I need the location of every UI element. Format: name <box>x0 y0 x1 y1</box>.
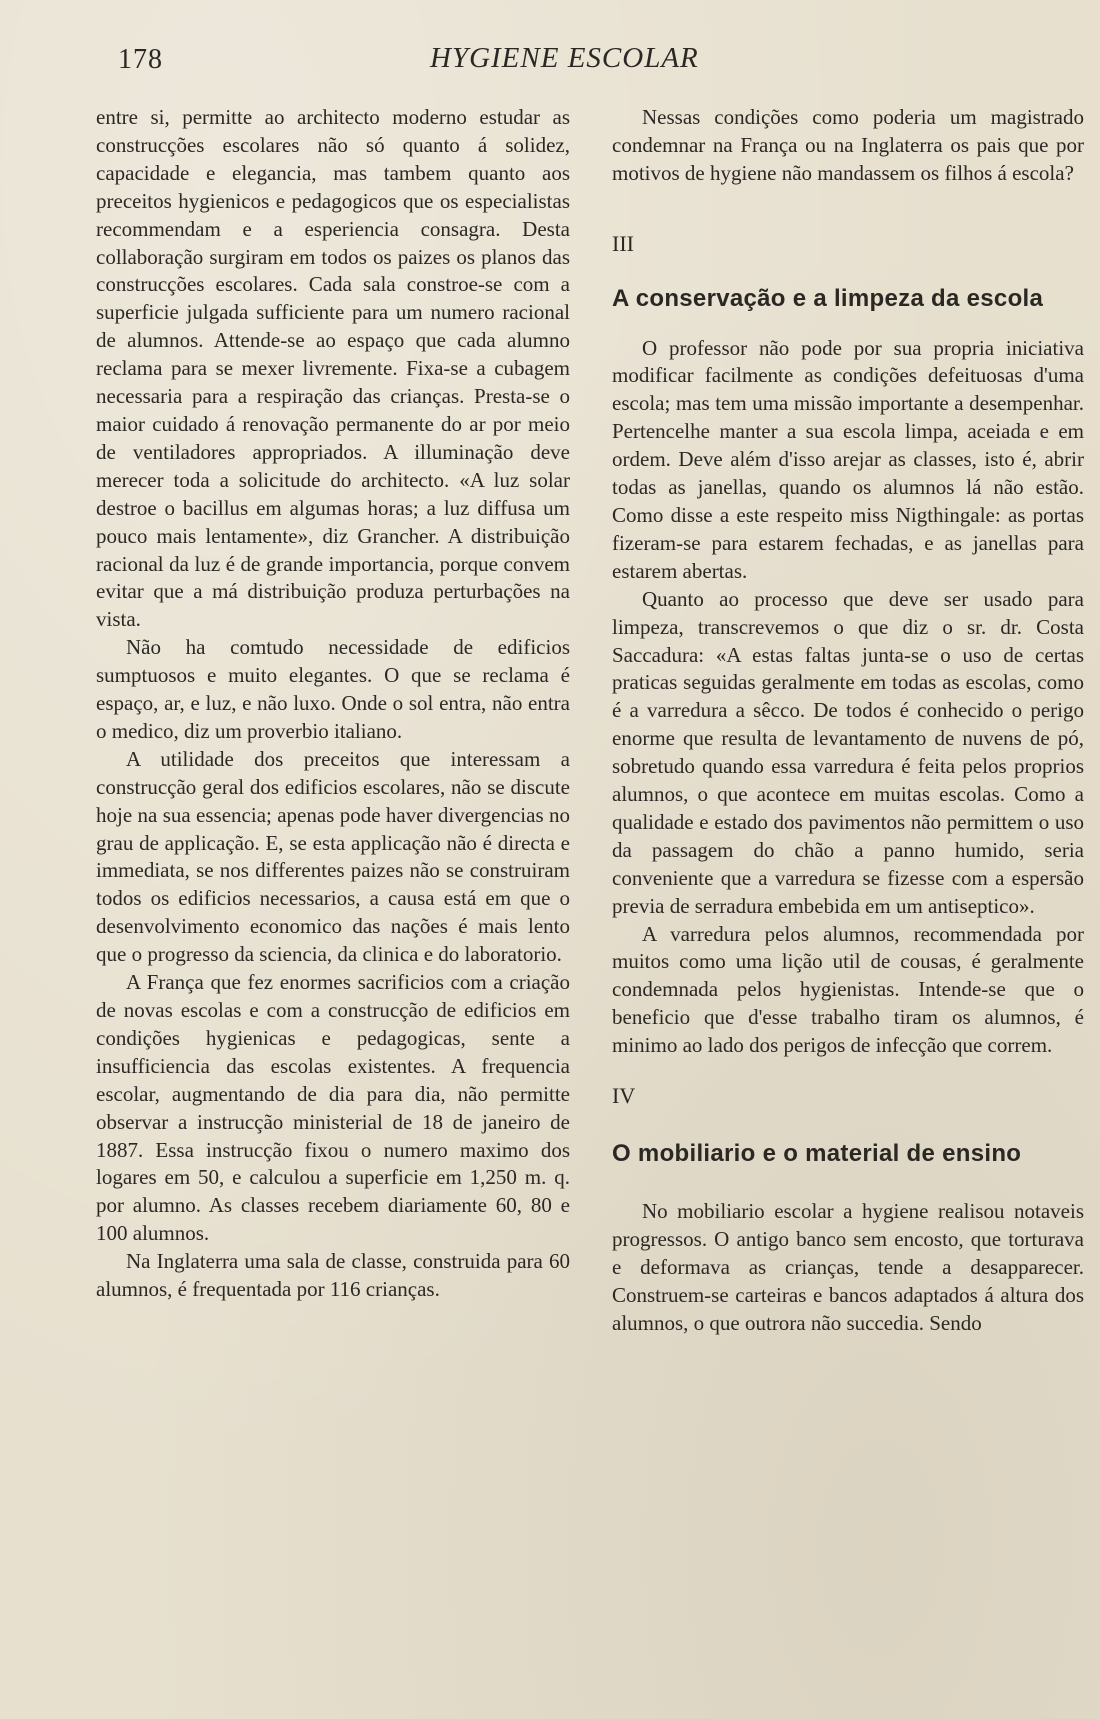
paragraph: A França que fez enormes sacrificios com a criação de novas escolas e com a construcção de edificios em condições hygienicas e pedagogicas, sente a insufficiencia das escolas existentes. A frequencia escolar, augmentando de dia para dia, não permitte observar a instrucção ministerial de 18 de janeiro de 1887. Essa instrucção fixou o numero maximo dos logares em 50, e calculou a superficie em 1,250 m. q. por alumno. As classes recebem diariamente 60, 80 e 100 alumnos. <box>96 970 570 1246</box>
right-column <box>612 104 1084 1337</box>
running-title: HYGIENE ESCOLAR <box>430 42 699 74</box>
section-heading: A conservação e a limpeza da escola <box>612 284 1044 312</box>
paragraph: Quanto ao processo que deve ser usado para limpeza, transcrevemos o que diz o sr. dr. Costa Saccadura: «A estas faltas junta-se o uso de certas praticas seguidas geralmente em todas as escolas, como é a varredura a sêcco. De todos é conhecido o perigo enorme que resulta de levantamento de nuvens de pó, sobretudo quando essa varredura é feita pelos proprios alumnos, o que acontece em muitas escolas. Como a qualidade e estado dos pavimentos não permittem o uso da passagem do chão a panno humido, seria conveniente que a varredura se fizesse com a espersão previa de serradura embebida em um antiseptico». <box>612 586 1084 918</box>
paragraph: A varredura pelos alumnos, recommendada por muitos como uma lição util de cousas, é geralmente condemnada pelos hygienistas. Intende-se que o beneficio que d'esse trabalho tiram os alumnos, é minimo ao lado dos perigos de infecção que correm. <box>612 921 1084 1058</box>
paragraph: Nessas condições como poderia um magistrado condemnar na França ou na Inglaterra os pais que por motivos de hygiene não mandassem os filhos á escola? <box>612 105 1084 185</box>
paragraph: entre si, permitte ao architecto moderno estudar as construcções escolares não só quanto á solidez, capacidade e elegancia, mas tambem quanto aos preceitos hygienicos e pedagogicos que os especialistas recommendam e a esperiencia consagra. Desta collaboração surgiram em todos os paizes os planos das construcções escolares. Cada sala constroe-se com a superficie julgada sufficiente para um numero racional de alumnos. Attende-se ao espaço que cada alumno reclama para se mexer livremente. Fixa-se a cubagem necessaria para a respiração das crianças. Presta-se o maior cuidado á renovação permanente do ar por meio de ventiladores appropriados. A illuminação deve merecer toda a solicitude do architecto. «A luz solar destroe o bacillus em algumas horas; a luz diffusa um pouco mais lentamente», diz Grancher. A distribuição racional da luz é de grande importancia, porque convem evitar que a má distribuição produza perturbações na vista. <box>96 105 570 632</box>
paragraph: A utilidade dos preceitos que interessam a construcção geral dos edificios escolares, não se discute hoje na sua essencia; apenas pode haver divergencias no grau de applicação. E, se esta applicação não é directa e immediata, se nos differentes paizes não se construiram todos os edificios necessarios, a causa está em que o desenvolvimento economico das nações é mais lento que o progresso da sciencia, da clinica e do laboratorio. <box>96 746 570 967</box>
paragraph: Na Inglaterra uma sala de classe, construida para 60 alumnos, é frequentada por 116 crianças. <box>96 1249 570 1302</box>
left-column <box>96 104 570 1304</box>
paragraph: O professor não pode por sua propria iniciativa modificar facilmente as condições defeituosas d'uma escola; mas tem uma missão importante a desempenhar. Pertencelhe manter a sua escola limpa, aceiada e em ordem. Deve além d'isso arejar as classes, isto é, abrir todas as janellas, quando os alumnos lá não estão. Como disse a este respeito miss Nigthingale: as portas fizeram-se para estarem fechadas, e as janellas para estarem abertas. <box>612 335 1084 583</box>
paragraph: Não ha comtudo necessidade de edificios sumptuosos e muito elegantes. O que se reclama é espaço, ar, e luz, e não luxo. Onde o sol entra, não entra o medico, diz um proverbio italiano. <box>96 635 570 743</box>
section-number: III <box>612 230 634 256</box>
page-number: 178 <box>118 44 163 75</box>
section-heading: O mobiliario e o material de ensino <box>612 1140 1022 1167</box>
section-number: IV <box>612 1083 636 1109</box>
paragraph: No mobiliario escolar a hygiene realisou notaveis progressos. O antigo banco sem encosto, que torturava e deformava as crianças, tende a desapparecer. Construem-se carteiras e bancos adaptados á altura dos alumnos, o que outrora não succedia. Sendo <box>612 1198 1084 1335</box>
